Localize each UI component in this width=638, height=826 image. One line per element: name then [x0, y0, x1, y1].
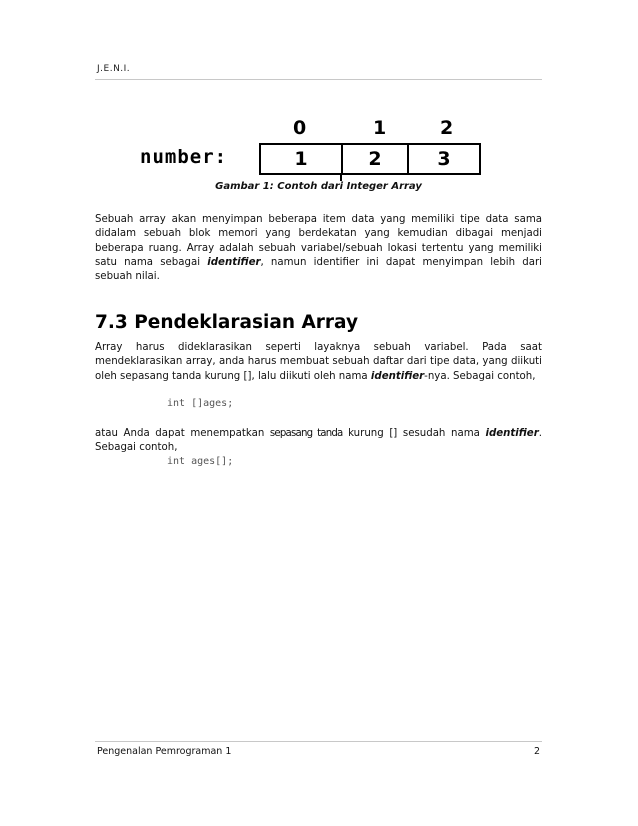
header-rule [95, 79, 542, 80]
declaration-text-1: Array harus dideklarasikan seperti layaknya sebuah variabel. Pada saat mendeklarasikan array, anda harus membuat sebuah daftar dari tipe data, yang diikuti oleh sepasang tanda kurung [], lalu diikuti oleh nama [95, 342, 542, 382]
page-number: 2 [534, 746, 541, 757]
alternative-text-2: kurung [] sesudah nama [342, 428, 486, 439]
figure-array-label: number: [140, 146, 228, 168]
intro-term: identifier [207, 256, 261, 268]
header-title: J.E.N.I. [97, 64, 131, 74]
declaration-text-2: -nya. Sebagai contoh, [424, 370, 536, 382]
figure-index-0: 0 [293, 117, 307, 139]
figure-cell-2: 3 [407, 143, 481, 175]
figure-index-2: 2 [440, 117, 454, 139]
section-heading: 7.3 Pendeklarasian Array [95, 312, 359, 333]
code-example-1: int []ages; [167, 398, 234, 409]
alternative-term: identifier [485, 428, 539, 439]
intro-text-1: Sebuah array akan menyimpan beberapa item data yang memiliki tipe data sama didalam sebuah blok memori yang berdekatan yang kemudian dibagai menjadi beberapa ruang. Array adalah sebuah variabel/sebuah lokasi tertentu yang memiliki satu nama sebagai [95, 214, 542, 268]
footer-title: Pengenalan Pemrograman 1 [97, 746, 232, 757]
code-example-2: int ages[]; [167, 456, 234, 467]
array-figure [135, 113, 485, 181]
figure-cell-0: 1 [259, 143, 343, 175]
alternative-text-1: atau Anda dapat menempatkan [95, 428, 270, 439]
footer-rule [95, 741, 542, 742]
figure-index-1: 1 [373, 117, 387, 139]
figure-caption: Gambar 1: Contoh dari Integer Array [215, 181, 422, 192]
declaration-paragraph [95, 341, 542, 384]
alternative-condensed-text: sepasang tanda [269, 428, 343, 439]
figure-cell-1: 2 [341, 143, 409, 175]
declaration-term: identifier [370, 370, 425, 382]
alternative-paragraph [95, 427, 542, 456]
intro-paragraph [95, 213, 542, 284]
intro-text-2: , namun identifier ini dapat menyimpan lebih dari sebuah nilai. [95, 256, 542, 283]
alternative-text-3: . Sebagai contoh, [95, 428, 542, 454]
